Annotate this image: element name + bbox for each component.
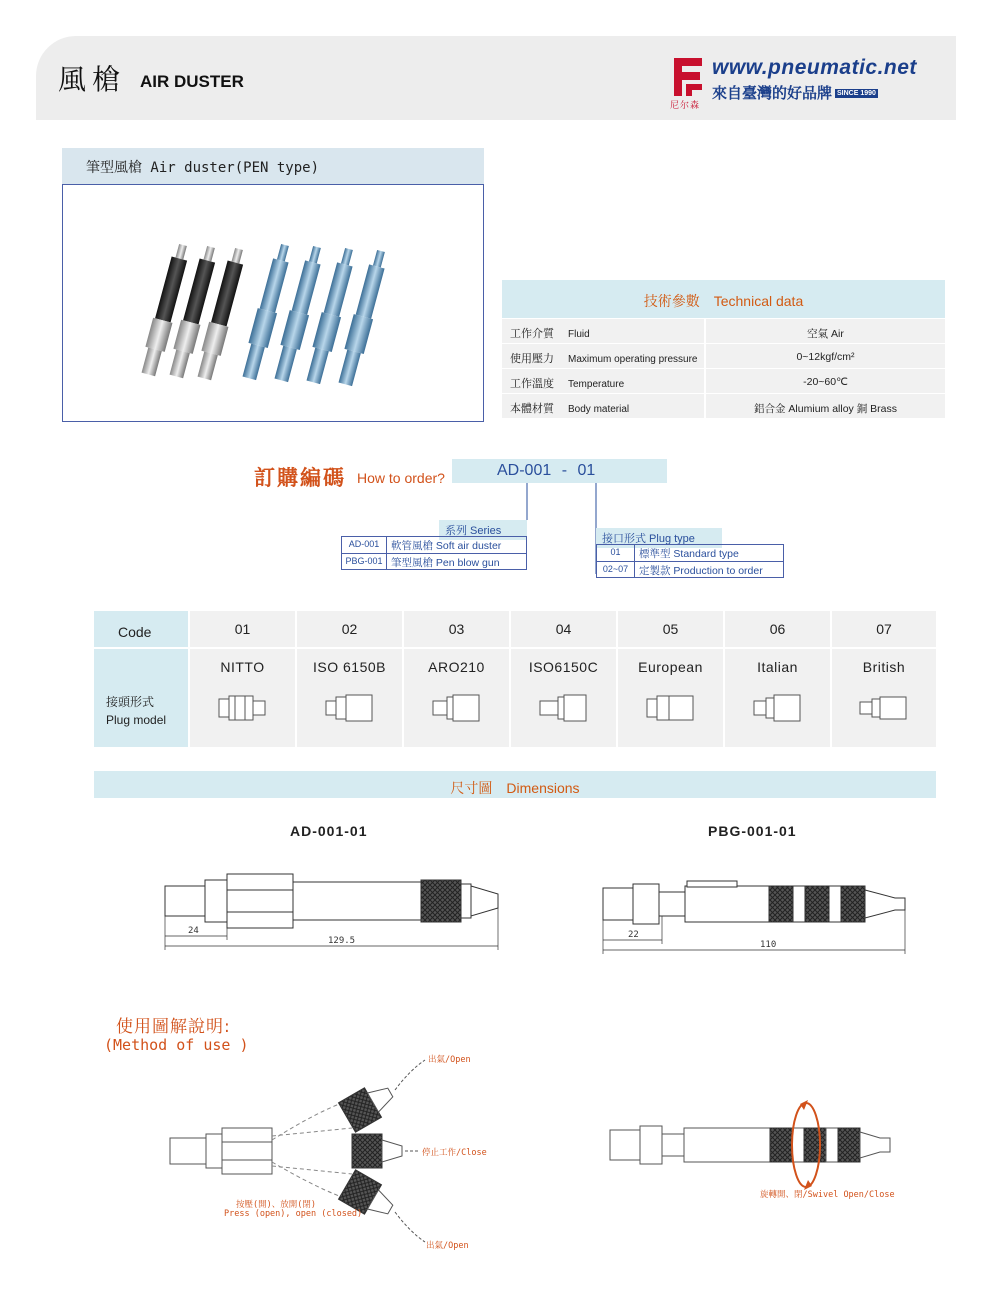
dim-ad001-b: 129.5 <box>328 936 356 946</box>
model-label-pbg001: PBG-001-01 <box>708 823 797 839</box>
param-en: Fluid <box>568 329 590 340</box>
plug-type-label: 接口形式 Plug type <box>596 528 722 548</box>
plug-name: European <box>638 659 703 675</box>
param-en: Temperature <box>568 379 625 390</box>
plug-name: NITTO <box>220 659 265 675</box>
param-en: Body material <box>568 404 630 415</box>
param-zh: 本體材質 <box>510 403 554 415</box>
code-header: Code <box>94 611 188 647</box>
param-zh: 使用壓力 <box>510 353 554 365</box>
plug-code: 04 <box>511 611 616 647</box>
note-press-en: Press (open), open (closed) <box>224 1209 363 1219</box>
plug-code: 03 <box>404 611 509 647</box>
plug-model-header: 接頭形式 Plug model <box>94 649 188 747</box>
series-en: Pen blow gun <box>435 557 500 569</box>
series-zh: 筆型風槍 <box>391 557 433 569</box>
order-title-zh: 訂購編碼 <box>254 466 346 490</box>
plug-code: 07 <box>832 611 936 647</box>
plug-code: 02 <box>297 611 402 647</box>
pbg001-drawing <box>603 881 905 954</box>
plug-name: Italian <box>757 659 798 675</box>
series-code: PBG-001 <box>342 554 387 569</box>
since-badge: SINCE 1990 <box>837 90 876 97</box>
method-title-zh: 使用圖解說明: <box>116 1017 231 1037</box>
page-title-zh: 風槍 <box>58 63 127 96</box>
technical-data-title: 技術參數 Technical data <box>502 280 945 318</box>
plug-code: 01 <box>190 611 295 647</box>
series-en: Soft air duster <box>435 540 502 552</box>
param-value: 0~12kgf/cm² <box>706 344 945 368</box>
note-open-bottom: 出氣/Open <box>426 1241 469 1251</box>
param-value: 鋁合金 Alumium alloy 銅 Brass <box>706 394 945 418</box>
dim-pbg001-a: 22 <box>628 930 639 940</box>
plug-name: ISO6150C <box>528 659 599 675</box>
note-open-top: 出氣/Open <box>428 1055 471 1065</box>
brand-url: www.pneumatic.net <box>712 56 917 79</box>
param-value: -20~60℃ <box>706 369 945 393</box>
dim-pbg001-b: 110 <box>760 940 777 950</box>
plug-type-zh: 標準型 <box>639 548 671 560</box>
param-value: 空氣 Air <box>706 319 945 343</box>
plug-type-en: Standard type <box>673 548 739 560</box>
brand-slogan: 來自臺灣的好品牌 SINCE 1990 <box>712 84 876 102</box>
plug-name: ARO210 <box>428 659 485 675</box>
product-heading: 筆型風槍 Air duster(PEN type) <box>62 148 484 184</box>
series-code: AD-001 <box>342 537 387 553</box>
method-pbg001-drawing <box>610 1100 890 1190</box>
plug-code: 06 <box>725 611 830 647</box>
plug-type-code: 01 <box>597 545 635 561</box>
note-press-zh: 按壓(開)、放開(閉) <box>236 1200 316 1210</box>
plug-type-zh: 定製款 <box>639 565 671 577</box>
order-title-en: How to order? <box>357 470 445 486</box>
note-swivel: 旋轉開、閉/Swivel Open/Close <box>760 1190 895 1200</box>
dim-ad001-a: 24 <box>188 926 199 936</box>
series-zh: 軟管風槍 <box>391 540 433 552</box>
plug-name: ISO 6150B <box>313 659 386 675</box>
plug-name: British <box>862 659 906 675</box>
brand-sub: 尼尔森 <box>670 101 701 111</box>
model-label-ad001: AD-001-01 <box>290 823 368 839</box>
plug-type-en: Production to order <box>673 565 763 577</box>
method-title-en: (Method of use ) <box>104 1036 249 1054</box>
plug-code: 05 <box>618 611 723 647</box>
param-zh: 工作介質 <box>510 328 554 340</box>
param-zh: 工作溫度 <box>510 378 554 390</box>
page-title-en: AIR DUSTER <box>140 72 244 91</box>
dimensions-heading: 尺寸圖 Dimensions <box>94 771 936 798</box>
series-label: 系列 Series <box>439 520 527 540</box>
note-close: 停止工作/Close <box>422 1148 487 1158</box>
param-en: Maximum operating pressure <box>568 354 698 365</box>
order-code: AD-001 - 01 <box>452 459 667 483</box>
plug-type-code: 02~07 <box>597 562 635 577</box>
